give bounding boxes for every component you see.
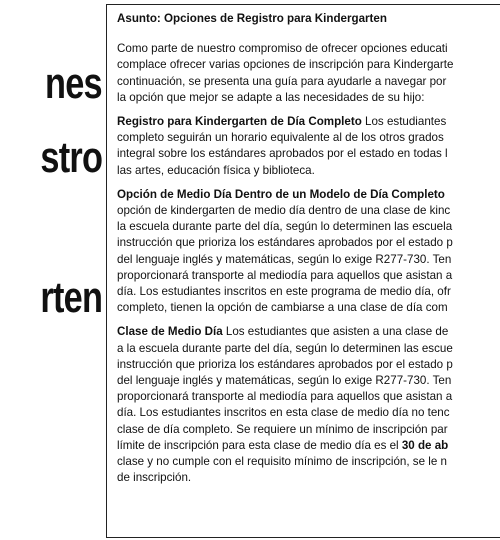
text-fragment: límite de inscripción para esta clase de medio día es el	[117, 438, 402, 452]
side-title-word: nes	[45, 59, 102, 108]
text-line: día. Los estudiantes inscritos en esta clase de medio día no tenc	[117, 406, 450, 420]
text-line: la opción que mejor se adapte a las necesidades de su hijo:	[117, 90, 425, 104]
text-line: día. Los estudiantes inscritos en este programa de medio día, ofr	[117, 285, 451, 299]
text-line: del lenguaje inglés y matemáticas, según lo exige R277-730. Ten	[117, 252, 452, 266]
text-line: completo, tienen la opción de cambiarse a una clase de día com	[117, 301, 448, 315]
text-line: continuación, se presenta una guía para ayudarle a navegar por	[117, 74, 447, 88]
half-day-model-heading: Opción de Medio Día Dentro de un Modelo de Día Completo	[117, 187, 445, 201]
text-line: del lenguaje inglés y matemáticas, según lo exige R277-730. Ten	[117, 374, 452, 388]
text-line	[117, 114, 500, 130]
text-line: a la escuela durante parte del día, según lo determinen las escue	[117, 341, 453, 355]
text-line	[117, 438, 500, 454]
text-fragment: Los estudiantes	[361, 115, 447, 129]
side-title-word: rten	[40, 273, 102, 322]
text-line: completo seguirán un horario equivalente al de los otros grados	[117, 131, 444, 145]
text-fragment: Los estudiantes que asisten a una clase de	[222, 325, 449, 339]
half-day-model-paragraph	[117, 187, 500, 317]
text-line: opción de kindergarten de medio día dentro de una clase de kinc	[117, 204, 451, 218]
subject-line: Asunto: Opciones de Registro para Kindergarten	[117, 12, 387, 25]
text-line: Como parte de nuestro compromiso de ofrecer opciones educati	[117, 42, 448, 56]
text-line: instrucción que prioriza los estándares aprobados por el estado p	[117, 236, 453, 250]
text-line: de inscripción.	[117, 471, 192, 485]
text-line: clase y no cumple con el requisito mínimo de inscripción, se le n	[117, 455, 447, 469]
text-line: la escuela durante parte del día, según lo determinen las escuela	[117, 220, 453, 234]
text-line	[117, 324, 500, 340]
text-line: instrucción que prioriza los estándares aprobados por el estado p	[117, 357, 453, 371]
text-line: clase de día completo. Se requiere un mínimo de inscripción par	[117, 422, 448, 436]
half-day-class-heading: Clase de Medio Día	[117, 325, 223, 339]
letter-document	[106, 4, 500, 538]
full-day-heading: Registro para Kindergarten de Día Completo	[117, 115, 362, 129]
text-line: proporcionará transporte al mediodía para aquellos que asistan a	[117, 390, 453, 404]
side-title-word: stro	[40, 133, 102, 182]
text-line: complace ofrecer varias opciones de inscripción para Kindergarte	[117, 58, 454, 72]
text-line: proporcionará transporte al mediodía para aquellos que asistan a	[117, 268, 453, 282]
text-line: las artes, educación física y biblioteca.	[117, 163, 315, 177]
full-day-paragraph	[117, 114, 500, 179]
intro-paragraph	[117, 41, 500, 106]
half-day-class-paragraph	[117, 324, 500, 486]
side-title	[0, 0, 102, 540]
text-line: integral sobre los estándares aprobados por el estado en todas l	[117, 147, 448, 161]
text-line	[117, 187, 500, 203]
deadline-date: 30 de ab	[401, 438, 449, 452]
